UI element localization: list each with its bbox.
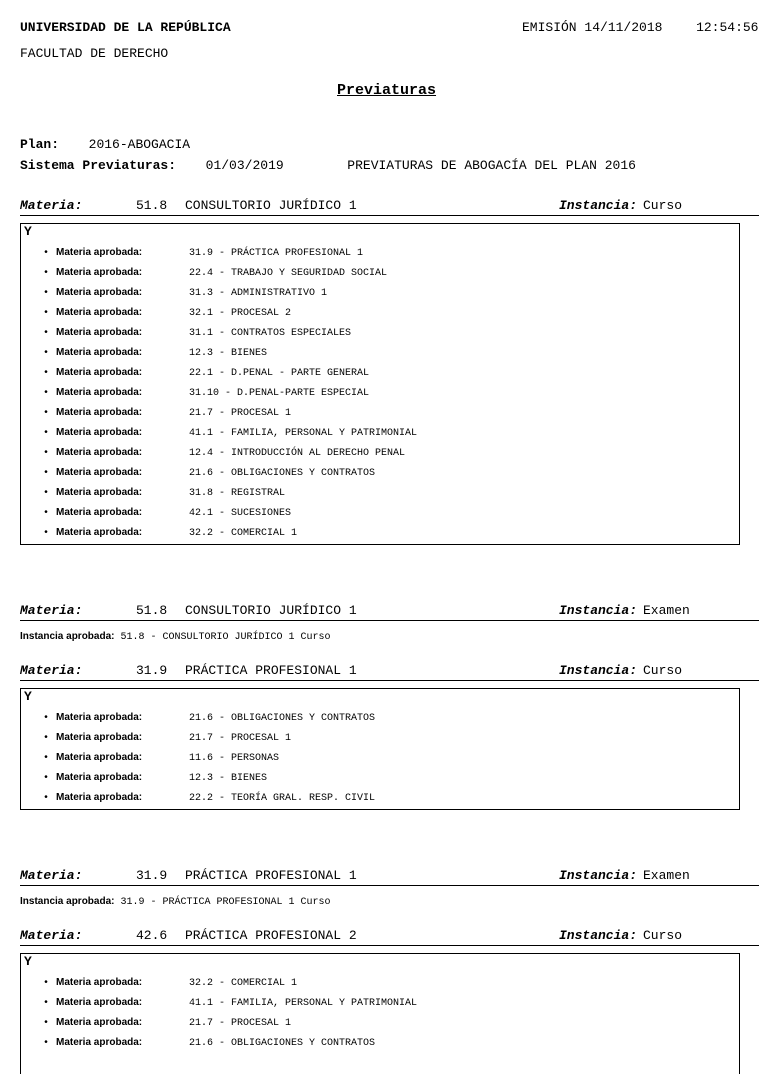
requirement-item: [43, 307, 291, 319]
requirement-label: Materia aprobada:: [56, 467, 143, 478]
requirement-item: [43, 447, 405, 459]
instancia-aprobada-value: 31.9 - PRÁCTICA PROFESIONAL 1 Curso: [120, 897, 331, 908]
requirement-item: [43, 792, 375, 804]
instancia-aprobada-row: [20, 631, 331, 643]
requirement-value: 12.4 - INTRODUCCIÓN AL DERECHO PENAL: [189, 448, 406, 459]
materia-name: PRÁCTICA PROFESIONAL 1: [185, 663, 357, 678]
requirement-value: 41.1 - FAMILIA, PERSONAL Y PATRIMONIAL: [189, 428, 418, 439]
requirement-label: Materia aprobada:: [56, 387, 143, 398]
instancia-value: Examen: [643, 603, 690, 618]
requirement-item: [43, 427, 417, 439]
materia-label: Materia:: [20, 603, 83, 618]
emission-stamp: [522, 20, 758, 35]
requirement-item: [43, 527, 297, 539]
bullet: •: [43, 793, 50, 804]
requirement-value: 21.7 - PROCESAL 1: [189, 408, 292, 419]
bullet: •: [43, 488, 50, 499]
requirement-label: Materia aprobada:: [56, 732, 143, 743]
requirement-label: Materia aprobada:: [56, 327, 143, 338]
system-description: PREVIATURAS DE ABOGACÍA DEL PLAN 2016: [347, 158, 636, 173]
separator-line: [20, 680, 759, 681]
bullet: •: [43, 348, 50, 359]
bullet: •: [43, 288, 50, 299]
requirement-value: 32.2 - COMERCIAL 1: [189, 528, 298, 539]
requirement-value: 21.6 - OBLIGACIONES Y CONTRATOS: [189, 1038, 376, 1049]
requirement-value: 31.3 - ADMINISTRATIVO 1: [189, 288, 328, 299]
materia-name: CONSULTORIO JURÍDICO 1: [185, 198, 357, 213]
requirement-label: Materia aprobada:: [56, 977, 143, 988]
instancia-value: Curso: [643, 928, 683, 943]
requirement-value: 41.1 - FAMILIA, PERSONAL Y PATRIMONIAL: [189, 998, 418, 1009]
and-operator: Y: [24, 224, 32, 239]
requirement-item: [43, 732, 291, 744]
separator-line: [20, 885, 759, 886]
bullet: •: [43, 248, 50, 259]
requirement-value: 22.1 - D.PENAL - PARTE GENERAL: [189, 368, 370, 379]
materia-label: Materia:: [20, 868, 83, 883]
system-row: [20, 158, 636, 173]
bullet: •: [43, 978, 50, 989]
requirement-value: 22.4 - TRABAJO Y SEGURIDAD SOCIAL: [189, 268, 388, 279]
requirement-label: Materia aprobada:: [56, 772, 143, 783]
emission-date: 14/11/2018: [584, 20, 663, 35]
instancia-value: Curso: [643, 198, 683, 213]
requirement-label: Materia aprobada:: [56, 267, 143, 278]
bullet: •: [43, 753, 50, 764]
and-operator: Y: [24, 689, 32, 704]
separator-line: [20, 620, 759, 621]
requirement-item: [43, 1037, 375, 1049]
faculty-name: FACULTAD DE DERECHO: [20, 46, 169, 61]
bullet: •: [43, 448, 50, 459]
requirement-item: [43, 407, 291, 419]
requirements-box: [20, 953, 740, 1074]
requirement-item: [43, 467, 375, 479]
requirement-label: Materia aprobada:: [56, 427, 143, 438]
plan-row: [20, 137, 190, 152]
requirement-value: 31.10 - D.PENAL-PARTE ESPECIAL: [189, 388, 370, 399]
materia-label: Materia:: [20, 928, 83, 943]
bullet: •: [43, 388, 50, 399]
requirements-box: [20, 688, 740, 810]
requirement-value: 31.1 - CONTRATOS ESPECIALES: [189, 328, 352, 339]
requirement-label: Materia aprobada:: [56, 307, 143, 318]
materia-code: 31.9: [136, 868, 168, 883]
bullet: •: [43, 268, 50, 279]
requirement-item: [43, 752, 279, 764]
separator-line: [20, 215, 759, 216]
requirement-label: Materia aprobada:: [56, 367, 143, 378]
instancia-label: Instancia:: [559, 663, 638, 678]
requirement-value: 21.7 - PROCESAL 1: [189, 733, 292, 744]
university-name: UNIVERSIDAD DE LA REPÚBLICA: [20, 20, 231, 35]
materia-name: PRÁCTICA PROFESIONAL 1: [185, 868, 357, 883]
requirement-item: [43, 977, 297, 989]
requirement-item: [43, 1017, 291, 1029]
requirement-item: [43, 287, 327, 299]
requirement-value: 11.6 - PERSONAS: [189, 753, 280, 764]
instancia-label: Instancia:: [559, 928, 638, 943]
requirement-label: Materia aprobada:: [56, 997, 143, 1008]
bullet: •: [43, 1018, 50, 1029]
bullet: •: [43, 368, 50, 379]
requirement-label: Materia aprobada:: [56, 792, 143, 803]
requirement-item: [43, 772, 267, 784]
requirement-item: [43, 507, 291, 519]
requirement-value: 21.6 - OBLIGACIONES Y CONTRATOS: [189, 468, 376, 479]
requirement-value: 21.7 - PROCESAL 1: [189, 1018, 292, 1029]
requirement-label: Materia aprobada:: [56, 712, 143, 723]
requirement-value: 12.3 - BIENES: [189, 348, 268, 359]
materia-code: 42.6: [136, 928, 168, 943]
requirement-item: [43, 367, 369, 379]
requirement-value: 22.2 - TEORÍA GRAL. RESP. CIVIL: [189, 793, 376, 804]
instancia-label: Instancia:: [559, 868, 638, 883]
bullet: •: [43, 528, 50, 539]
plan-label: Plan:: [20, 137, 60, 152]
page-title: Previaturas: [337, 82, 437, 99]
requirement-item: [43, 247, 363, 259]
requirement-value: 32.2 - COMERCIAL 1: [189, 978, 298, 989]
emission-label: EMISIÓN: [522, 20, 577, 35]
bullet: •: [43, 508, 50, 519]
materia-name: PRÁCTICA PROFESIONAL 2: [185, 928, 357, 943]
materia-label: Materia:: [20, 663, 83, 678]
plan-value: 2016-ABOGACIA: [88, 137, 191, 152]
requirement-label: Materia aprobada:: [56, 527, 143, 538]
requirement-value: 32.1 - PROCESAL 2: [189, 308, 292, 319]
system-date: 01/03/2019: [205, 158, 284, 173]
materia-code: 51.8: [136, 198, 168, 213]
requirement-label: Materia aprobada:: [56, 1017, 143, 1028]
requirement-label: Materia aprobada:: [56, 247, 143, 258]
requirement-value: 21.6 - OBLIGACIONES Y CONTRATOS: [189, 713, 376, 724]
requirement-value: 42.1 - SUCESIONES: [189, 508, 292, 519]
requirement-label: Materia aprobada:: [56, 752, 143, 763]
requirement-label: Materia aprobada:: [56, 507, 143, 518]
bullet: •: [43, 408, 50, 419]
bullet: •: [43, 428, 50, 439]
bullet: •: [43, 998, 50, 1009]
requirement-label: Materia aprobada:: [56, 1037, 143, 1048]
system-label: Sistema Previaturas:: [20, 158, 177, 173]
bullet: •: [43, 308, 50, 319]
requirement-item: [43, 267, 387, 279]
requirement-label: Materia aprobada:: [56, 487, 143, 498]
requirement-item: [43, 327, 351, 339]
requirement-item: [43, 712, 375, 724]
requirement-label: Materia aprobada:: [56, 287, 143, 298]
requirement-value: 31.9 - PRÁCTICA PROFESIONAL 1: [189, 248, 364, 259]
requirement-value: 31.8 - REGISTRAL: [189, 488, 286, 499]
requirement-item: [43, 387, 369, 399]
requirement-value: 12.3 - BIENES: [189, 773, 268, 784]
bullet: •: [43, 773, 50, 784]
requirement-item: [43, 347, 267, 359]
materia-name: CONSULTORIO JURÍDICO 1: [185, 603, 357, 618]
requirements-box: [20, 223, 740, 545]
requirement-item: [43, 997, 417, 1009]
and-operator: Y: [24, 954, 32, 969]
instancia-value: Curso: [643, 663, 683, 678]
bullet: •: [43, 468, 50, 479]
requirement-label: Materia aprobada:: [56, 407, 143, 418]
requirement-label: Materia aprobada:: [56, 447, 143, 458]
instancia-aprobada-value: 51.8 - CONSULTORIO JURÍDICO 1 Curso: [120, 632, 331, 643]
materia-code: 51.8: [136, 603, 168, 618]
bullet: •: [43, 713, 50, 724]
emission-time: 12:54:56: [696, 20, 759, 35]
instancia-label: Instancia:: [559, 198, 638, 213]
instancia-aprobada-label: Instancia aprobada:: [20, 631, 115, 642]
requirement-item: [43, 487, 285, 499]
separator-line: [20, 945, 759, 946]
materia-code: 31.9: [136, 663, 168, 678]
instancia-aprobada-row: [20, 896, 331, 908]
bullet: •: [43, 733, 50, 744]
instancia-aprobada-label: Instancia aprobada:: [20, 896, 115, 907]
instancia-value: Examen: [643, 868, 690, 883]
requirement-label: Materia aprobada:: [56, 347, 143, 358]
bullet: •: [43, 328, 50, 339]
instancia-label: Instancia:: [559, 603, 638, 618]
bullet: •: [43, 1038, 50, 1049]
materia-label: Materia:: [20, 198, 83, 213]
